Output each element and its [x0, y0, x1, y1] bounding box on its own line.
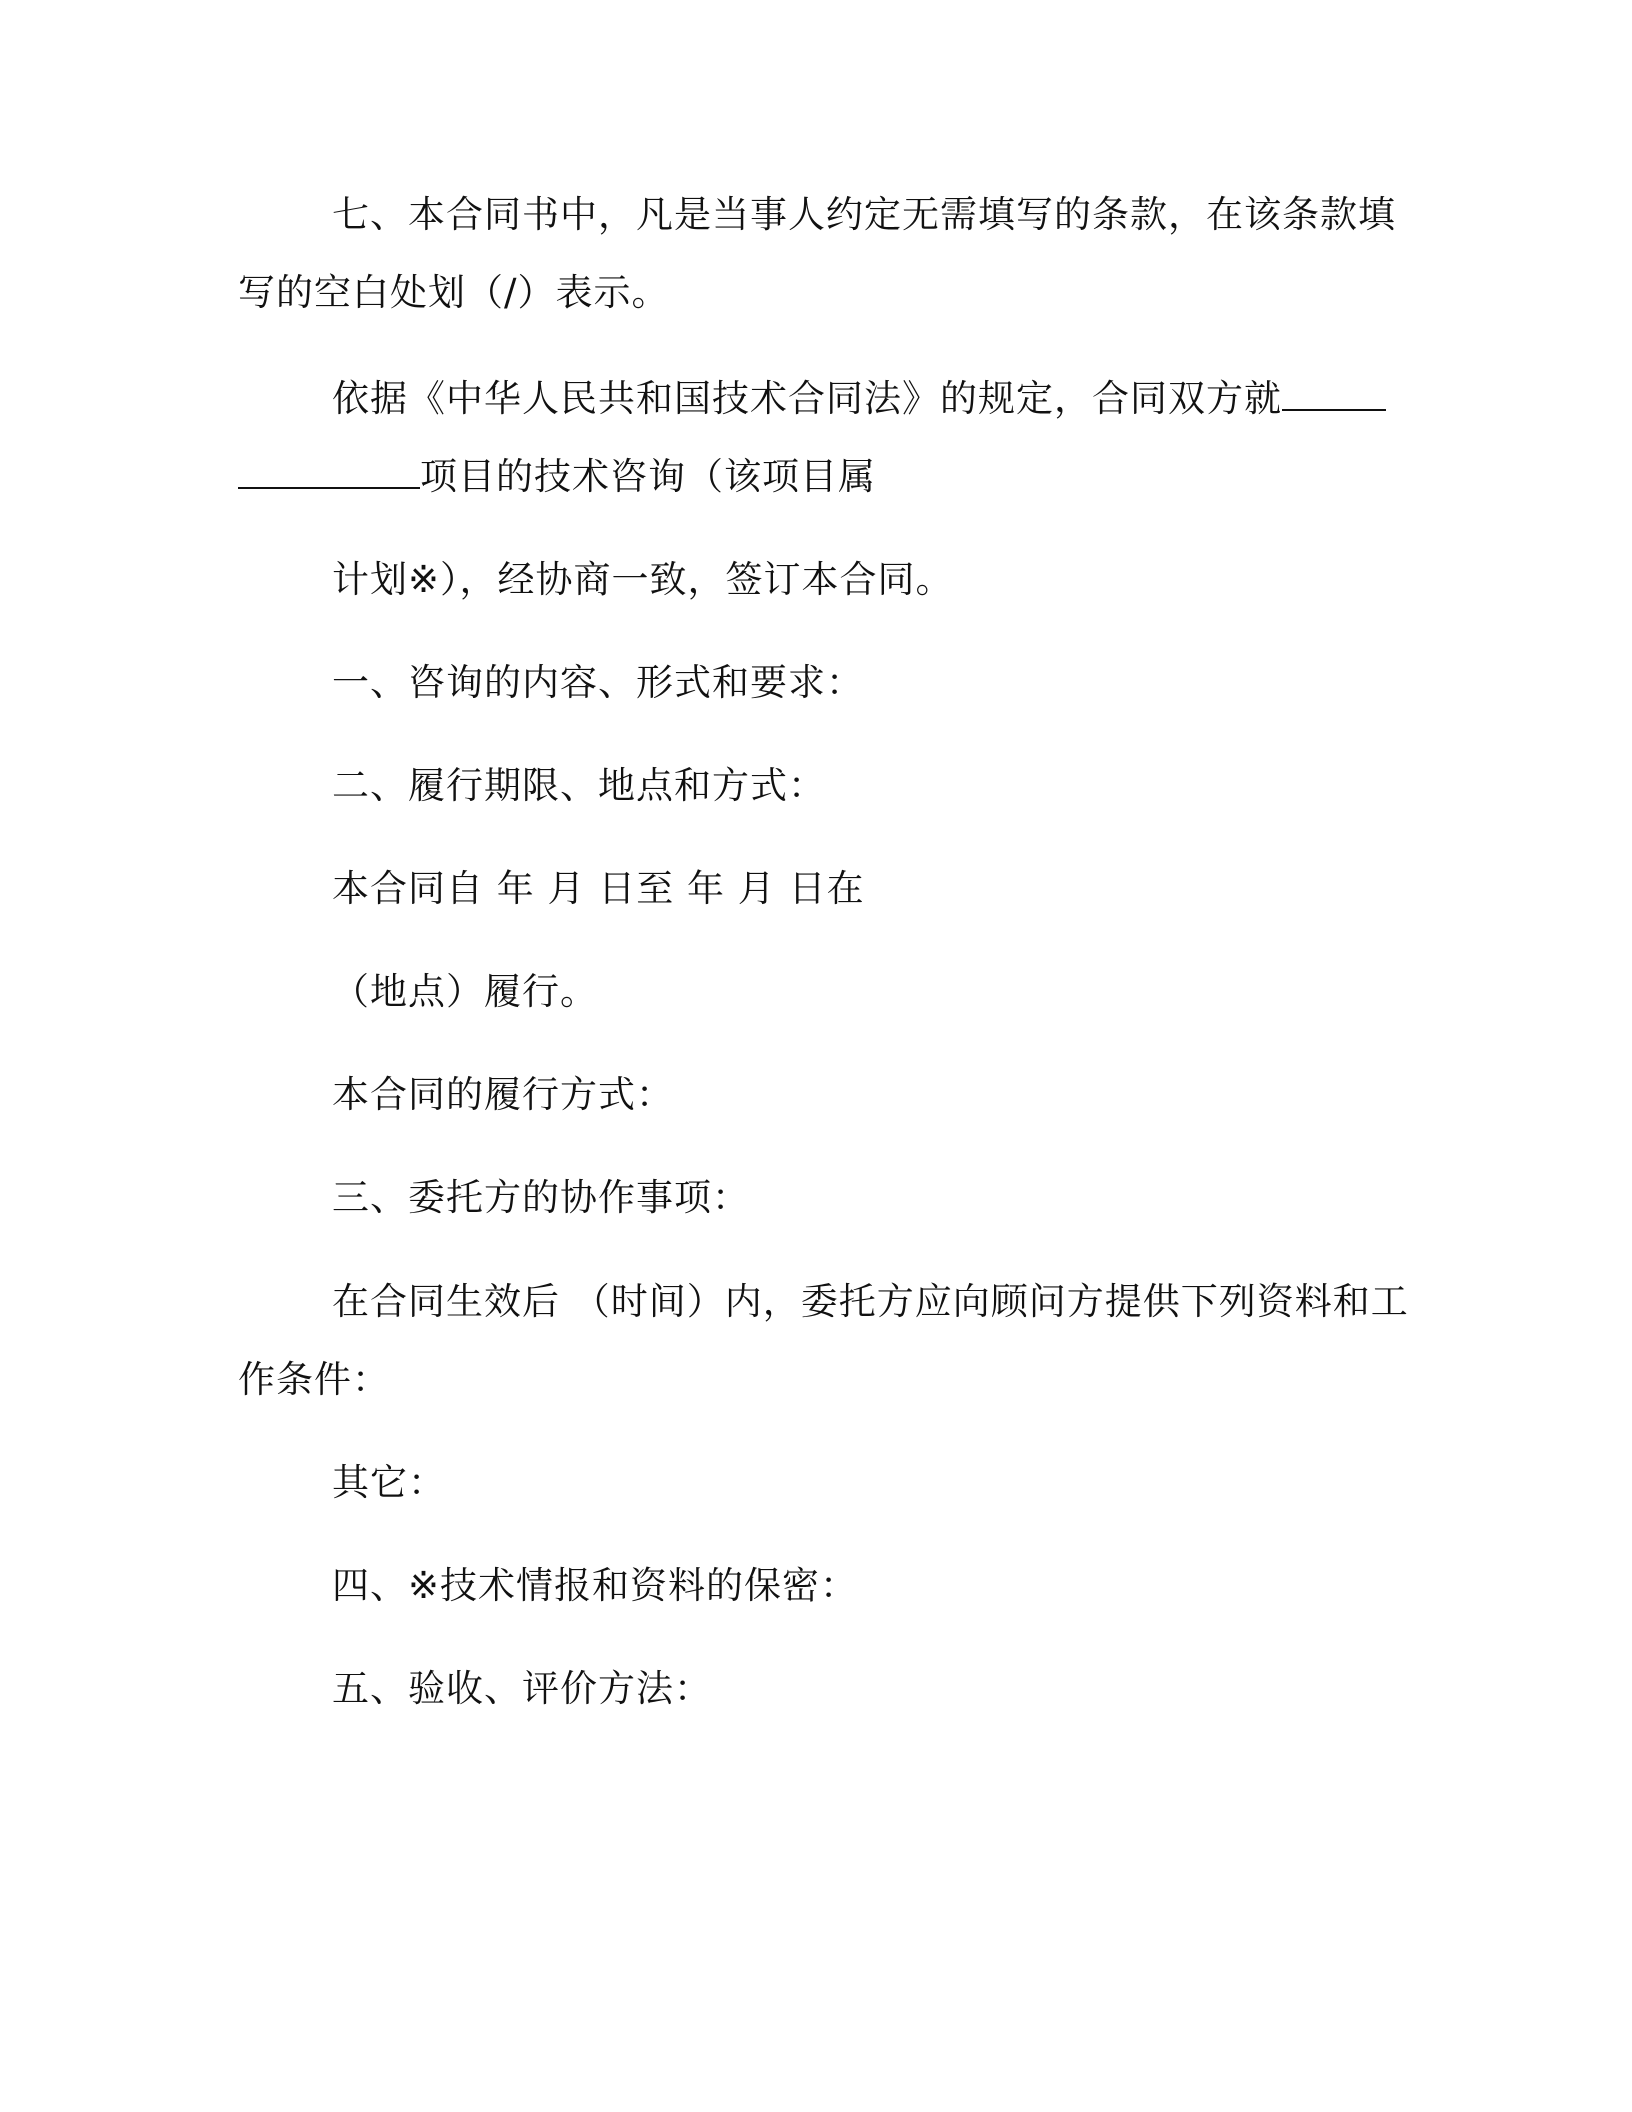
project-name-blank-2 — [238, 451, 420, 489]
section-1-heading: 一、咨询的内容、形式和要求： — [332, 661, 864, 704]
preamble-line2 — [238, 451, 876, 502]
performance-method: 本合同的履行方式： — [332, 1073, 674, 1116]
preamble-line1 — [332, 373, 1386, 424]
section-2-heading: 二、履行期限、地点和方式： — [332, 764, 826, 807]
other-item: 其它： — [332, 1461, 446, 1504]
preamble-line1-text: 依据《中华人民共和国技术合同法》的规定，合同双方就 — [332, 377, 1282, 420]
preamble-line3: 计划※），经协商一致，签订本合同。 — [332, 558, 954, 601]
clause-7-line1: 七、本合同书中，凡是当事人约定无需填写的条款，在该条款填 — [332, 193, 1396, 236]
section-3-heading: 三、委托方的协作事项： — [332, 1176, 750, 1219]
section-4-heading: 四、※技术情报和资料的保密： — [332, 1564, 859, 1607]
preamble-line2-text: 项目的技术咨询（该项目属 — [420, 455, 876, 498]
term-line2: （地点）履行。 — [332, 970, 598, 1013]
project-name-blank-1 — [1282, 373, 1386, 411]
cooperation-line2: 作条件： — [238, 1358, 390, 1401]
cooperation-line1: 在合同生效后 （时间）内，委托方应向顾问方提供下列资料和工 — [332, 1280, 1409, 1323]
clause-7-line2: 写的空白处划（/）表示。 — [238, 271, 670, 314]
term-line1: 本合同自 年 月 日至 年 月 日在 — [332, 867, 865, 910]
section-5-heading: 五、验收、评价方法： — [332, 1667, 712, 1710]
